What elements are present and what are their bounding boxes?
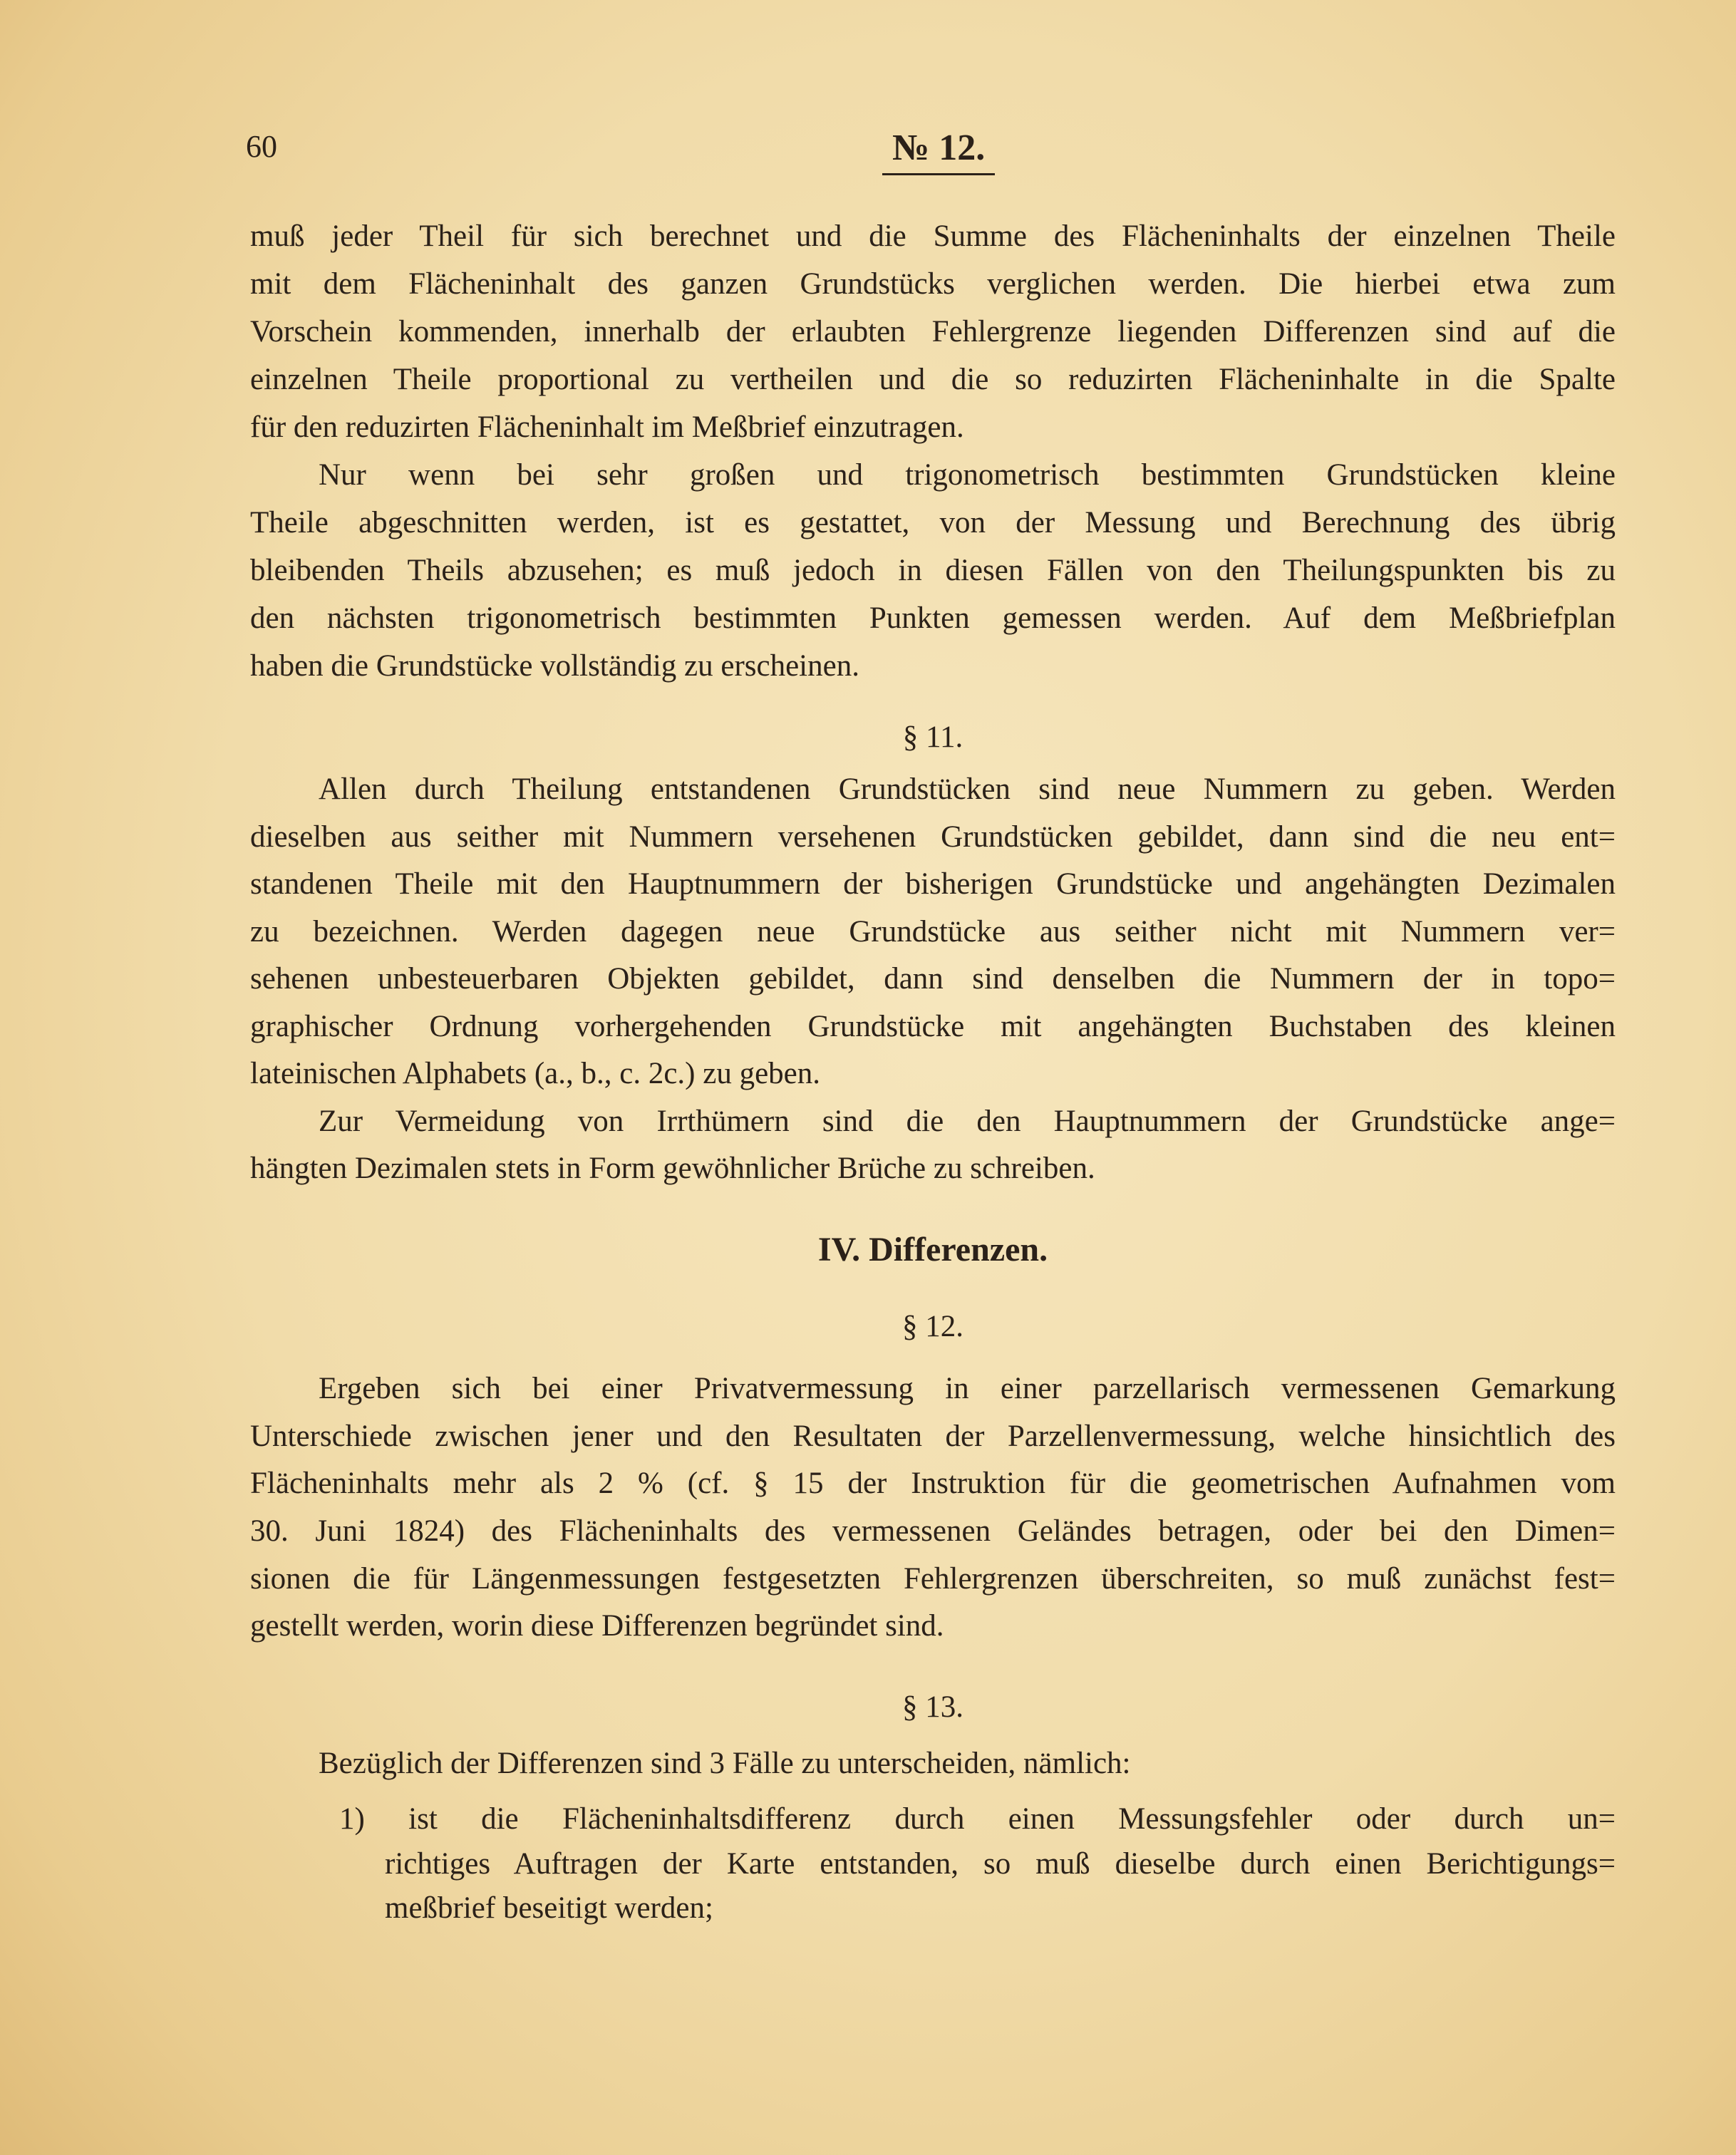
text-line: muß jeder Theil für sich berechnet und die Summe des Flächeninhalts der einzelnen Theile <box>250 219 1616 253</box>
text-line: meßbrief beseitigt werden; <box>385 1891 713 1925</box>
section-heading-13: § 13. <box>902 1690 963 1724</box>
text-line: haben die Grundstücke vollständig zu erscheinen. <box>250 649 859 683</box>
page-number: 60 <box>246 129 277 164</box>
text-line: den nächsten trigonometrisch bestimmten Punkten gemessen werden. Auf dem Meßbriefplan <box>250 601 1616 635</box>
text-line: Unterschiede zwischen jener und den Resultaten der Parzellenvermessung, welche hinsichtlich des <box>250 1419 1616 1453</box>
chapter-heading: IV. Differenzen. <box>817 1231 1048 1268</box>
text-line: graphischer Ordnung vorhergehenden Grundstücke mit angehängten Buchstaben des kleinen <box>250 1009 1616 1043</box>
text-line: hängten Dezimalen stets in Form gewöhnlicher Brüche zu schreiben. <box>250 1152 1095 1185</box>
text-line: standenen Theile mit den Hauptnummern der bisherigen Grundstücke und angehängten Dezimalen <box>250 867 1616 901</box>
text-line: Nur wenn bei sehr großen und trigonometrisch bestimmten Grundstücken kleine <box>319 458 1616 492</box>
text-line: einzelnen Theile proportional zu vertheilen und die so reduzirten Flächeninhalte in die Spalte <box>250 363 1616 396</box>
text-line: zu bezeichnen. Werden dagegen neue Grundstücke aus seither nicht mit Nummern ver= <box>250 914 1616 949</box>
paragraph-block <box>250 1740 1616 1787</box>
paragraph-block <box>250 1365 1616 1650</box>
section-heading-12: § 12. <box>902 1310 963 1343</box>
text-line: sionen die für Längenmessungen festgesetzten Fehlergrenzen überschreiten, so muß zunächst fest= <box>250 1561 1616 1596</box>
text-line: gestellt werden, worin diese Differenzen begründet sind. <box>250 1609 944 1643</box>
text-line: Bezüglich der Differenzen sind 3 Fälle zu unterscheiden, nämlich: <box>319 1747 1131 1780</box>
text-line: richtiges Auftragen der Karte entstanden, so muß dieselbe durch einen Berichtigungs= <box>385 1846 1616 1881</box>
text-line: 1) ist die Flächeninhaltsdifferenz durch einen Messungsfehler oder durch un= <box>339 1802 1616 1836</box>
text-line: 30. Juni 1824) des Flächeninhalts des vermessenen Geländes betragen, oder bei den Dimen= <box>250 1514 1616 1549</box>
text-line: Flächeninhalts mehr als 2 % (cf. § 15 der Instruktion für die geometrischen Aufnahmen vom <box>250 1467 1616 1501</box>
paragraph-block <box>250 766 1616 1193</box>
text-line: für den reduzirten Flächeninhalt im Meßbrief einzutragen. <box>250 410 964 444</box>
text-line: sehenen unbesteuerbaren Objekten gebildet, dann sind denselben die Nummern der in topo= <box>250 962 1616 996</box>
text-line: bleibenden Theils abzusehen; es muß jedoch in diesen Fällen von den Theilungspunkten bis zu <box>250 554 1616 587</box>
text-line: dieselben aus seither mit Nummern versehenen Grundstücken gebildet, dann sind die neu ent= <box>250 820 1616 854</box>
text-line: mit dem Flächeninhalt des ganzen Grundstücks verglichen werden. Die hierbei etwa zum <box>250 267 1616 301</box>
text-line: Ergeben sich bei einer Privatvermessung in einer parzellarisch vermessenen Gemarkung <box>319 1372 1616 1405</box>
section-heading-11: § 11. <box>902 720 963 754</box>
text-line: Vorschein kommenden, innerhalb der erlaubten Fehlergrenze liegenden Differenzen sind auf die <box>250 315 1616 348</box>
text-line: Allen durch Theilung entstandenen Grundstücken sind neue Nummern zu geben. Werden <box>319 772 1616 806</box>
list-item-block <box>250 1797 1616 1931</box>
paragraph-block <box>250 212 1616 690</box>
text-line: lateinischen Alphabets (a., b., c. 2c.) zu geben. <box>250 1057 820 1090</box>
text-line: Theile abgeschnitten werden, ist es gestattet, von der Messung und Berechnung des übrig <box>250 506 1616 539</box>
text-line: Zur Vermeidung von Irrthümern sind die den Hauptnummern der Grundstücke ange= <box>319 1104 1616 1138</box>
page-header: № 12. <box>882 127 995 175</box>
